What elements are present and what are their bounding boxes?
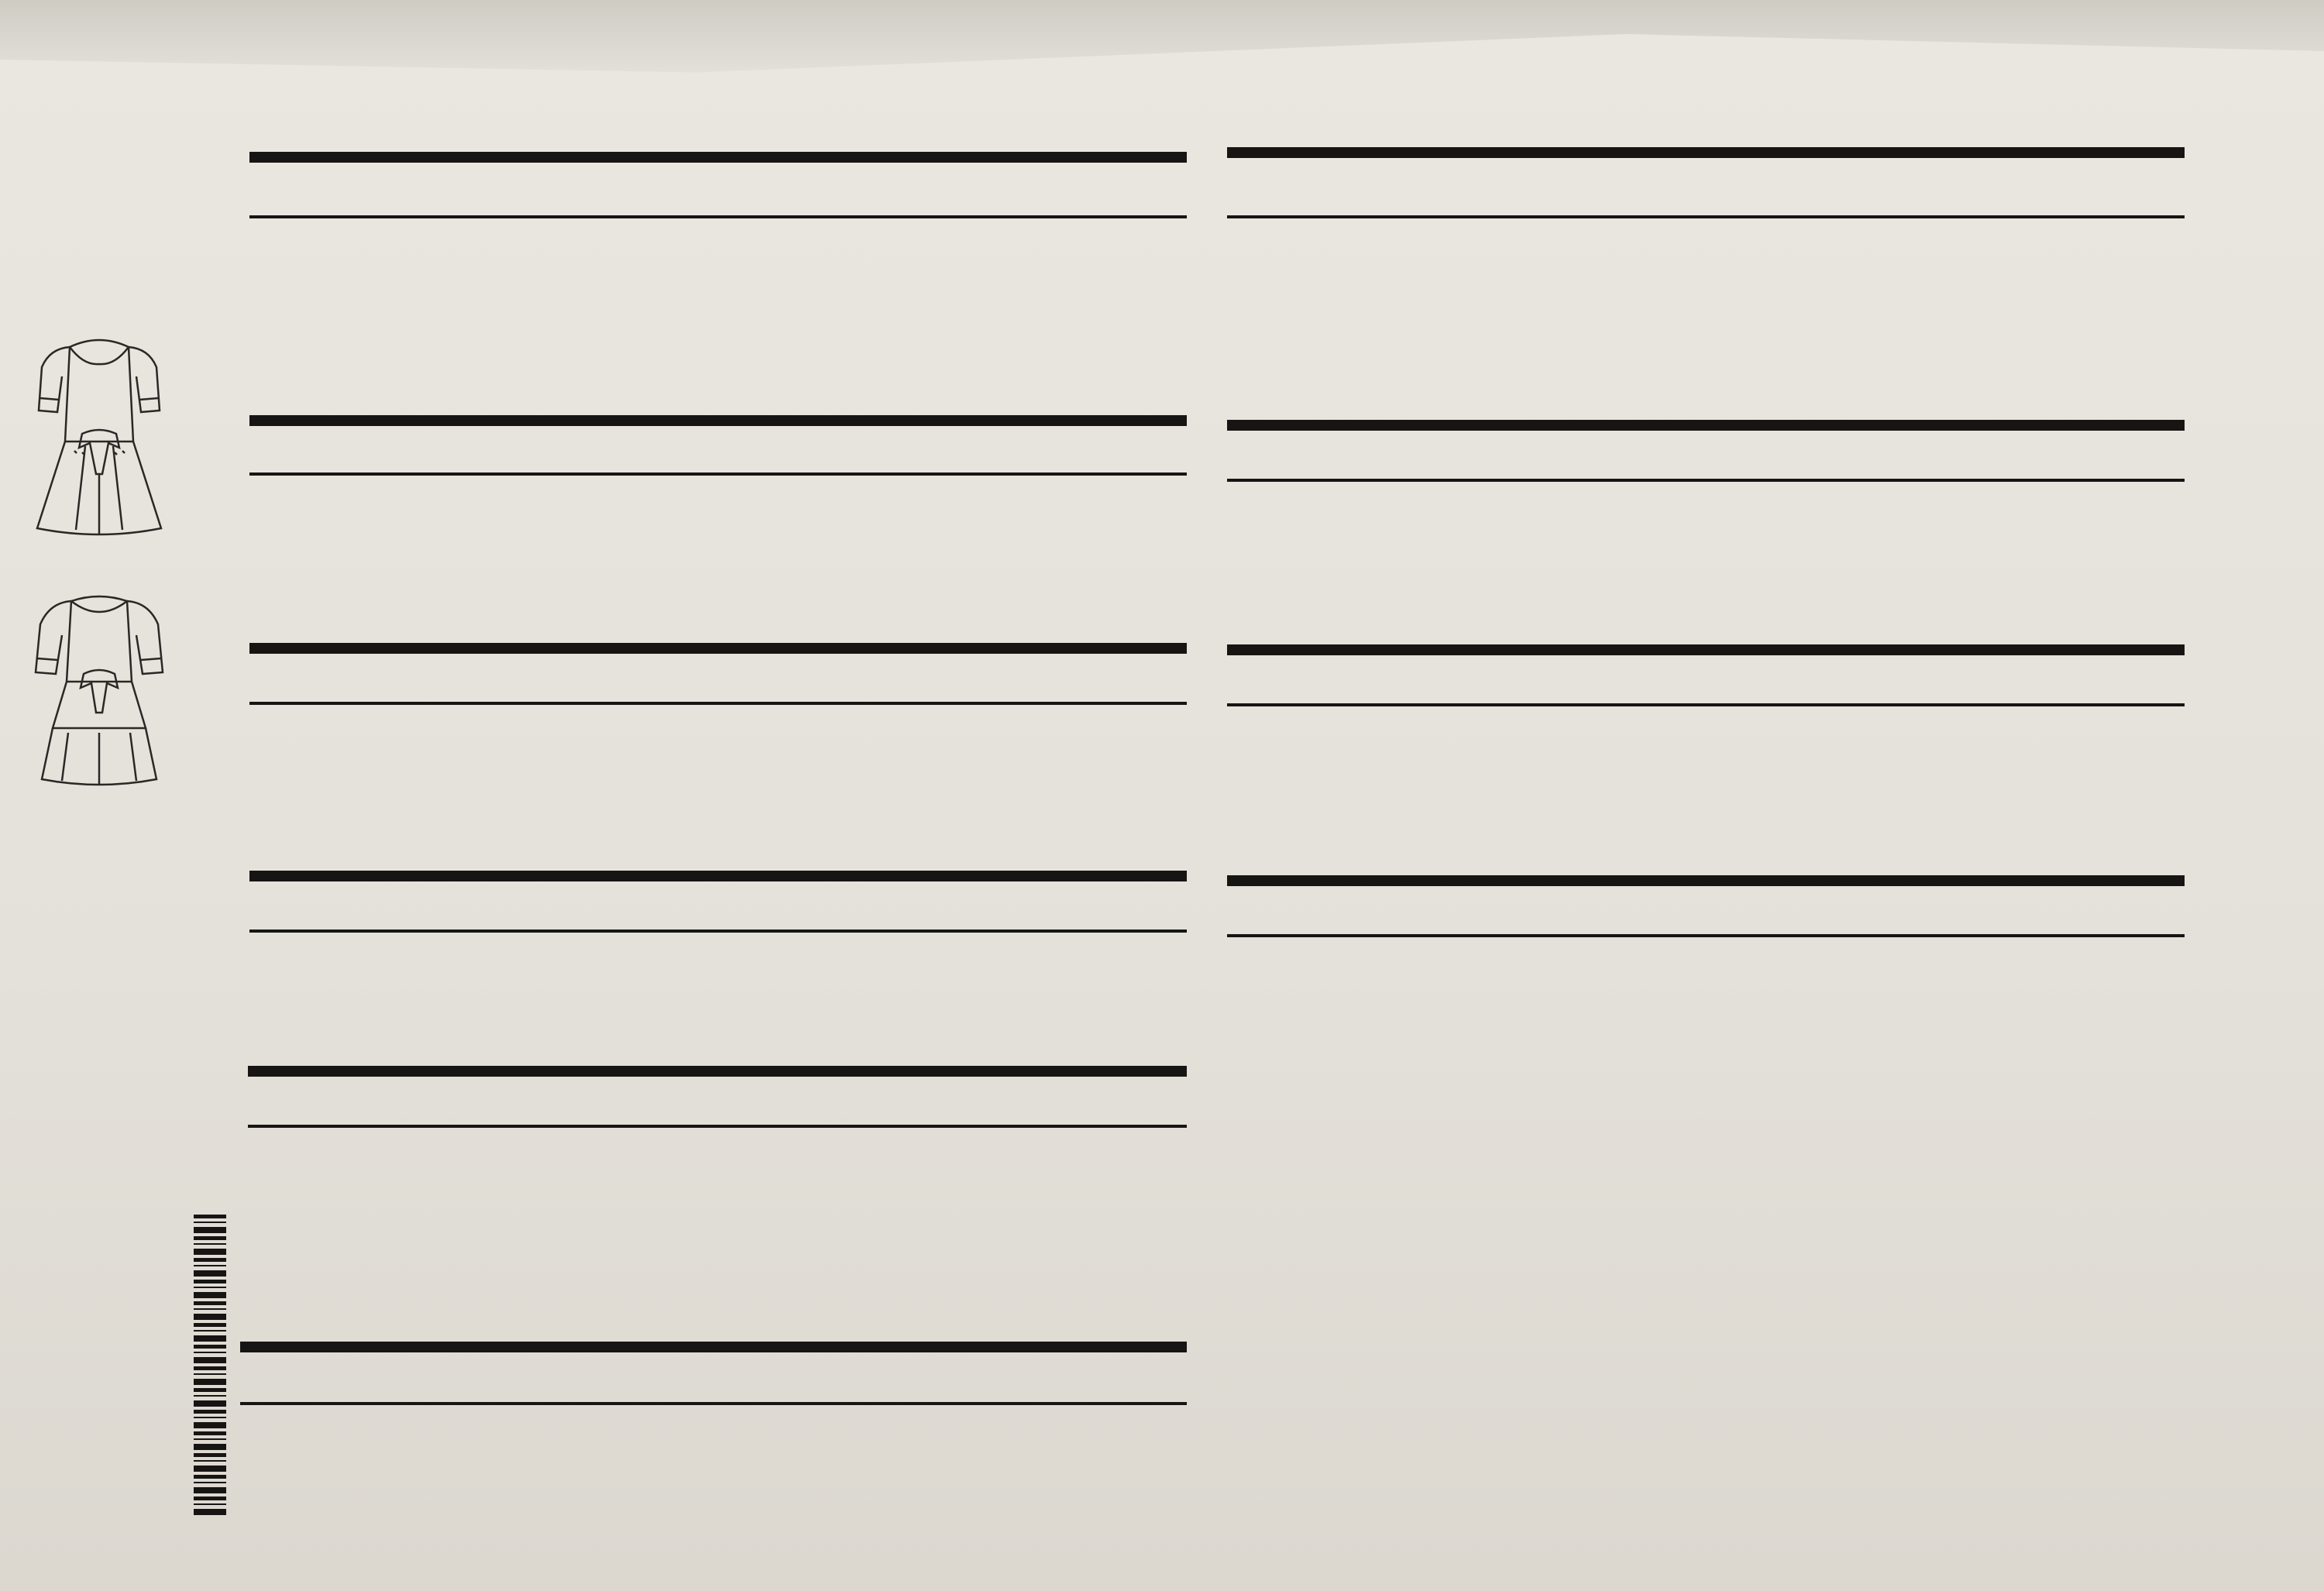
divider: [1227, 644, 2185, 655]
divider: [240, 1402, 1187, 1405]
table-row: [249, 223, 1187, 254]
metric-table: [249, 152, 1187, 1074]
suggested-fabrics: [245, 1066, 1187, 1345]
table-row: [249, 316, 1187, 347]
table-row: [249, 606, 1187, 637]
requirements: [237, 1342, 1187, 1535]
table-row: [249, 937, 1187, 968]
table-row: [249, 968, 1187, 999]
table-row: [249, 514, 1187, 545]
divider: [249, 472, 1187, 476]
divider: [1227, 147, 2185, 158]
divider: [249, 871, 1187, 881]
divider: [248, 1066, 1187, 1077]
divider: [1227, 875, 2185, 886]
divider: [1227, 479, 2185, 482]
table-row: [249, 833, 1187, 864]
dress-view-2-sketch: [22, 581, 177, 798]
divider: [249, 702, 1187, 705]
table-row: [249, 711, 1187, 742]
table-row: [249, 773, 1187, 804]
table-row: [249, 347, 1187, 378]
divider: [1227, 703, 2185, 706]
imperial-table: [1227, 147, 2185, 1077]
divider: [240, 1342, 1187, 1352]
barcode: [194, 1215, 226, 1517]
divider: [249, 643, 1187, 654]
divider: [1227, 934, 2185, 937]
table-row: [249, 742, 1187, 773]
table-row: [249, 254, 1187, 285]
table-row: [249, 483, 1187, 514]
divider: [1227, 215, 2185, 218]
table-row: [249, 285, 1187, 316]
table-row: [249, 545, 1187, 576]
divider: [249, 152, 1187, 163]
divider: [248, 1125, 1187, 1128]
dress-view-1-sketch: [22, 325, 177, 542]
divider: [249, 215, 1187, 218]
divider: [249, 415, 1187, 426]
divider: [249, 930, 1187, 933]
table-row: [249, 378, 1187, 409]
divider: [1227, 420, 2185, 431]
envelope-flap: [0, 0, 2324, 85]
